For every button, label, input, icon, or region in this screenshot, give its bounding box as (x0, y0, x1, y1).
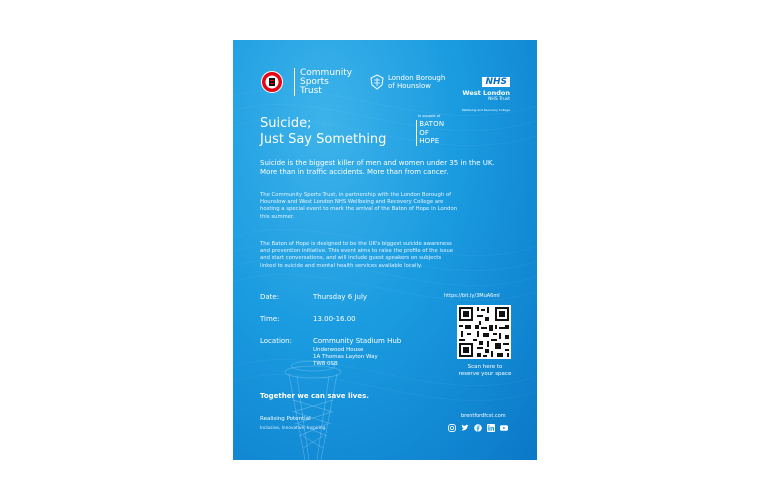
para2-line-3: and start conversations, and will include guest speakers on subjects (260, 255, 442, 262)
scan-line-1: Scan here to (467, 364, 503, 370)
event-poster (233, 40, 537, 460)
hounslow-crest-icon (369, 74, 385, 94)
time-label: Time: (260, 315, 280, 323)
para2-line-1: The Baton of Hope is designed to be the UK's biggest suicide awareness (260, 241, 452, 247)
nhs-line-2: NHS Trust (488, 97, 510, 102)
website-link[interactable]: brentfordfcst.com (461, 413, 506, 419)
instagram-icon[interactable] (448, 424, 456, 432)
youtube-icon[interactable] (500, 424, 508, 432)
hounslow-logo-text (388, 74, 445, 90)
address-line-2: 1A Thomas Layton Way (313, 354, 378, 360)
date-label: Date: (260, 293, 280, 301)
address-line-3: TW8 0SB (313, 361, 338, 367)
para2-line-4: linked to suicide and mental health services available locally. (260, 262, 423, 269)
realising-potential: Realising Potential (260, 416, 311, 422)
lead-statement (260, 159, 495, 177)
linkedin-icon[interactable] (487, 424, 495, 432)
date-value: Thursday 6 July (313, 293, 368, 301)
scan-line-2: reserve your space (458, 371, 512, 377)
social-icons (448, 424, 508, 432)
lead-line-1: Suicide is the biggest killer of men and women under 35 in the UK. (260, 159, 495, 167)
hounslow-line-2: of Hounslow (388, 82, 431, 90)
baton-bar (416, 120, 417, 146)
baton-of-hope-logo (416, 114, 444, 146)
nhs-badge: NHS (482, 77, 510, 87)
address-line-1: Underwood House (313, 347, 364, 353)
title-line-1: Suicide; (260, 116, 312, 131)
cst-line-3: Trust (300, 86, 322, 96)
para1-line-3: hosting a special event to mark the arrival of the Baton of Hope in London (260, 206, 458, 213)
tagline: Together we can save lives. (260, 392, 369, 400)
cst-line-2: Sports (300, 77, 329, 87)
scan-instructions (444, 364, 526, 378)
qr-code[interactable] (457, 305, 511, 359)
facebook-icon[interactable] (474, 424, 482, 432)
nhs-sub: Wellbeing and Recovery College (461, 108, 510, 112)
baton-paragraph (260, 241, 453, 270)
location-address (313, 347, 378, 368)
cst-line-1: Community (300, 68, 353, 78)
para1-line-4: this summer. (260, 213, 295, 220)
hounslow-line-1: London Borough (388, 74, 446, 82)
nhs-line-1: West London (462, 89, 510, 97)
nhs-logo (462, 69, 510, 113)
para2-line-2: and prevention initiative. This event aims to raise the profile of the issue (260, 248, 454, 255)
event-title (260, 116, 386, 148)
para1-line-1: The Community Sports Trust, in partnership with the London Borough of (260, 192, 451, 198)
cst-crest-logo (261, 69, 283, 101)
baton-line-3: HOPE (419, 137, 440, 145)
lead-line-2: More than in traffic accidents. More than from cancer. (260, 168, 449, 176)
cst-logo-text (300, 69, 352, 96)
location-label: Location: (260, 337, 292, 345)
baton-graphic (285, 361, 341, 460)
location-value: Community Stadium Hub (313, 337, 402, 345)
baton-support-text: in support of (418, 114, 441, 118)
baton-line-2: OF (419, 128, 430, 137)
values-text: Inclusive, Innovative, Inspiring (260, 426, 326, 431)
time-value: 13.00-16.00 (313, 315, 356, 323)
title-line-2: Just Say Something (260, 132, 387, 147)
registration-url[interactable]: https://bit.ly/3MuA6mI (444, 293, 500, 299)
para1-line-2: Hounslow and West London NHS Wellbeing and Recovery College are (260, 199, 444, 206)
twitter-icon[interactable] (461, 424, 469, 432)
baton-line-1: BATON (419, 120, 445, 128)
cst-divider (294, 68, 295, 96)
intro-paragraph (260, 192, 457, 221)
